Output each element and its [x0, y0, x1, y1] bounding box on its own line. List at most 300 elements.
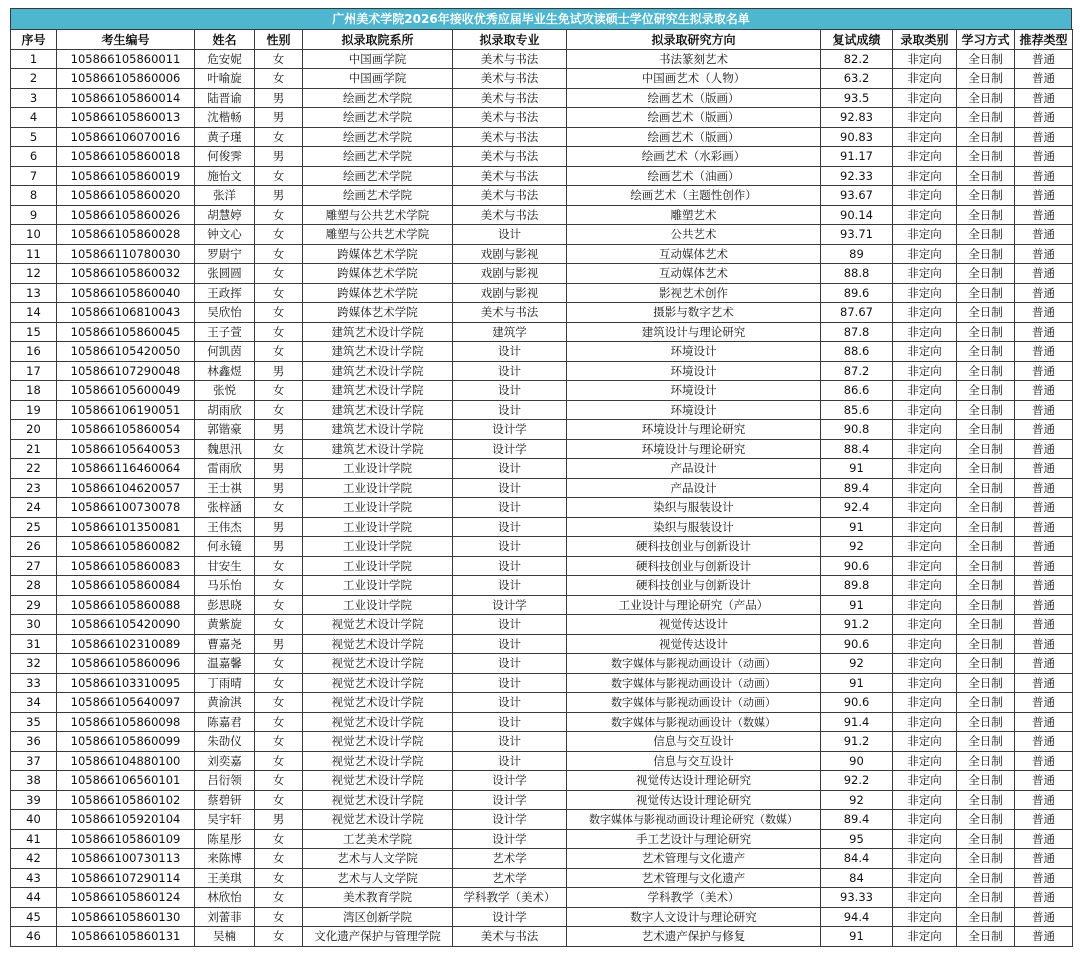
cell-study-mode: 全日制: [957, 205, 1015, 225]
cell-exam-id: 105866105920104: [57, 810, 195, 830]
cell-school: 建筑艺术设计学院: [303, 420, 453, 440]
cell-school: 视觉艺术设计学院: [303, 673, 453, 693]
cell-school: 工业设计学院: [303, 537, 453, 557]
table-row: [11, 712, 1073, 732]
cell-direction: 互动媒体艺术: [567, 244, 821, 264]
cell-exam-id: 105866105860098: [57, 712, 195, 732]
cell-study-mode: 全日制: [957, 342, 1015, 362]
cell-score: 92: [821, 654, 893, 674]
cell-gender: 女: [255, 381, 303, 401]
cell-study-mode: 全日制: [957, 751, 1015, 771]
cell-score: 91: [821, 517, 893, 537]
cell-direction: 环境设计: [567, 361, 821, 381]
cell-major: 设计: [453, 576, 567, 596]
cell-index: 4: [11, 108, 57, 128]
cell-gender: 女: [255, 342, 303, 362]
cell-major: 设计: [453, 634, 567, 654]
cell-recommend-type: 普通: [1015, 166, 1073, 186]
cell-score: 92.4: [821, 498, 893, 518]
table-row: [11, 166, 1073, 186]
cell-major: 设计: [453, 654, 567, 674]
cell-index: 36: [11, 732, 57, 752]
cell-name: 魏思汛: [195, 439, 255, 459]
cell-index: 37: [11, 751, 57, 771]
cell-category: 非定向: [893, 49, 957, 69]
cell-gender: 女: [255, 693, 303, 713]
cell-score: 87.2: [821, 361, 893, 381]
cell-index: 12: [11, 264, 57, 284]
cell-direction: 环境设计: [567, 400, 821, 420]
cell-major: 设计: [453, 225, 567, 245]
cell-direction: 绘画艺术（版画）: [567, 108, 821, 128]
cell-score: 92: [821, 537, 893, 557]
cell-direction: 产品设计: [567, 459, 821, 479]
cell-exam-id: 105866105860082: [57, 537, 195, 557]
cell-index: 14: [11, 303, 57, 323]
cell-name: 吕衍领: [195, 771, 255, 791]
table-row: [11, 654, 1073, 674]
cell-exam-id: 105866105860084: [57, 576, 195, 596]
cell-score: 93.5: [821, 88, 893, 108]
cell-name: 危安妮: [195, 49, 255, 69]
cell-gender: 男: [255, 88, 303, 108]
cell-study-mode: 全日制: [957, 264, 1015, 284]
cell-exam-id: 105866106560101: [57, 771, 195, 791]
cell-gender: 女: [255, 556, 303, 576]
cell-study-mode: 全日制: [957, 283, 1015, 303]
cell-direction: 数字媒体与影视动画设计理论研究（数媒）: [567, 810, 821, 830]
table-row: [11, 556, 1073, 576]
table-row: [11, 673, 1073, 693]
cell-study-mode: 全日制: [957, 166, 1015, 186]
cell-school: 建筑艺术设计学院: [303, 439, 453, 459]
cell-name: 张梓涵: [195, 498, 255, 518]
cell-category: 非定向: [893, 322, 957, 342]
cell-school: 绘画艺术学院: [303, 147, 453, 167]
cell-recommend-type: 普通: [1015, 790, 1073, 810]
cell-recommend-type: 普通: [1015, 927, 1073, 947]
cell-name: 来陈博: [195, 849, 255, 869]
cell-exam-id: 105866105860019: [57, 166, 195, 186]
table-row: [11, 303, 1073, 323]
cell-major: 建筑学: [453, 322, 567, 342]
cell-school: 视觉艺术设计学院: [303, 790, 453, 810]
table-row: [11, 888, 1073, 908]
cell-name: 丁雨晴: [195, 673, 255, 693]
cell-index: 38: [11, 771, 57, 791]
cell-major: 设计学: [453, 810, 567, 830]
cell-score: 92.2: [821, 771, 893, 791]
cell-direction: 艺术遗产保护与修复: [567, 927, 821, 947]
cell-score: 90.6: [821, 556, 893, 576]
cell-study-mode: 全日制: [957, 634, 1015, 654]
cell-exam-id: 105866105860124: [57, 888, 195, 908]
cell-name: 何俊霁: [195, 147, 255, 167]
cell-name: 吴楠: [195, 927, 255, 947]
table-row: [11, 244, 1073, 264]
cell-index: 46: [11, 927, 57, 947]
cell-exam-id: 105866103310095: [57, 673, 195, 693]
cell-recommend-type: 普通: [1015, 400, 1073, 420]
cell-gender: 女: [255, 439, 303, 459]
cell-score: 91: [821, 673, 893, 693]
cell-score: 92.83: [821, 108, 893, 128]
cell-study-mode: 全日制: [957, 771, 1015, 791]
cell-index: 7: [11, 166, 57, 186]
cell-gender: 女: [255, 615, 303, 635]
cell-score: 84: [821, 868, 893, 888]
cell-study-mode: 全日制: [957, 361, 1015, 381]
cell-score: 89.6: [821, 283, 893, 303]
cell-school: 文化遗产保护与管理学院: [303, 927, 453, 947]
cell-index: 42: [11, 849, 57, 869]
cell-score: 90.6: [821, 693, 893, 713]
cell-study-mode: 全日制: [957, 459, 1015, 479]
cell-name: 罗尉宁: [195, 244, 255, 264]
cell-major: 设计学: [453, 829, 567, 849]
cell-category: 非定向: [893, 849, 957, 869]
cell-index: 44: [11, 888, 57, 908]
cell-study-mode: 全日制: [957, 400, 1015, 420]
cell-study-mode: 全日制: [957, 108, 1015, 128]
cell-school: 跨媒体艺术学院: [303, 303, 453, 323]
cell-score: 91: [821, 459, 893, 479]
cell-school: 工业设计学院: [303, 517, 453, 537]
cell-gender: 男: [255, 517, 303, 537]
cell-index: 23: [11, 478, 57, 498]
cell-score: 92: [821, 790, 893, 810]
cell-exam-id: 105866106070016: [57, 127, 195, 147]
cell-index: 28: [11, 576, 57, 596]
cell-category: 非定向: [893, 693, 957, 713]
header-row: [11, 30, 1073, 50]
cell-study-mode: 全日制: [957, 595, 1015, 615]
cell-name: 陆晋谕: [195, 88, 255, 108]
cell-school: 视觉艺术设计学院: [303, 654, 453, 674]
cell-score: 90.6: [821, 634, 893, 654]
cell-name: 吴宇轩: [195, 810, 255, 830]
cell-direction: 书法篆刻艺术: [567, 49, 821, 69]
table-row: [11, 634, 1073, 654]
cell-school: 视觉艺术设计学院: [303, 771, 453, 791]
cell-school: 建筑艺术设计学院: [303, 400, 453, 420]
cell-study-mode: 全日制: [957, 381, 1015, 401]
cell-study-mode: 全日制: [957, 927, 1015, 947]
cell-direction: 艺术管理与文化遗产: [567, 849, 821, 869]
cell-direction: 公共艺术: [567, 225, 821, 245]
cell-study-mode: 全日制: [957, 498, 1015, 518]
cell-gender: 女: [255, 303, 303, 323]
table-row: [11, 108, 1073, 128]
table-row: [11, 732, 1073, 752]
col-header-name: 姓名: [195, 30, 255, 50]
cell-direction: 硬科技创业与创新设计: [567, 576, 821, 596]
cell-score: 87.67: [821, 303, 893, 323]
cell-direction: 学科教学（美术）: [567, 888, 821, 908]
table-body: [11, 49, 1073, 946]
cell-recommend-type: 普通: [1015, 459, 1073, 479]
cell-index: 5: [11, 127, 57, 147]
cell-index: 11: [11, 244, 57, 264]
cell-direction: 数字人文设计与理论研究: [567, 907, 821, 927]
cell-score: 87.8: [821, 322, 893, 342]
cell-index: 31: [11, 634, 57, 654]
cell-school: 跨媒体艺术学院: [303, 283, 453, 303]
cell-name: 甘安生: [195, 556, 255, 576]
cell-school: 工业设计学院: [303, 595, 453, 615]
cell-index: 15: [11, 322, 57, 342]
cell-recommend-type: 普通: [1015, 205, 1073, 225]
cell-index: 17: [11, 361, 57, 381]
cell-category: 非定向: [893, 517, 957, 537]
cell-index: 39: [11, 790, 57, 810]
cell-gender: 女: [255, 790, 303, 810]
cell-exam-id: 105866106810043: [57, 303, 195, 323]
cell-name: 温嘉馨: [195, 654, 255, 674]
table-row: [11, 868, 1073, 888]
cell-index: 29: [11, 595, 57, 615]
cell-score: 91.4: [821, 712, 893, 732]
cell-gender: 男: [255, 147, 303, 167]
cell-name: 何凯茵: [195, 342, 255, 362]
cell-index: 35: [11, 712, 57, 732]
cell-recommend-type: 普通: [1015, 69, 1073, 89]
cell-gender: 男: [255, 478, 303, 498]
cell-major: 美术与书法: [453, 186, 567, 206]
cell-major: 美术与书法: [453, 108, 567, 128]
cell-exam-id: 105866105860099: [57, 732, 195, 752]
cell-score: 85.6: [821, 400, 893, 420]
cell-score: 93.71: [821, 225, 893, 245]
cell-gender: 女: [255, 244, 303, 264]
cell-direction: 雕塑艺术: [567, 205, 821, 225]
cell-exam-id: 105866105860040: [57, 283, 195, 303]
cell-exam-id: 105866105860130: [57, 907, 195, 927]
cell-exam-id: 105866110780030: [57, 244, 195, 264]
cell-direction: 信息与交互设计: [567, 751, 821, 771]
table-row: [11, 810, 1073, 830]
col-header-gender: 性别: [255, 30, 303, 50]
cell-study-mode: 全日制: [957, 693, 1015, 713]
cell-category: 非定向: [893, 868, 957, 888]
cell-school: 跨媒体艺术学院: [303, 244, 453, 264]
cell-major: 设计: [453, 556, 567, 576]
cell-gender: 女: [255, 888, 303, 908]
table-row: [11, 69, 1073, 89]
cell-major: 美术与书法: [453, 205, 567, 225]
cell-direction: 环境设计与理论研究: [567, 439, 821, 459]
cell-category: 非定向: [893, 186, 957, 206]
cell-major: 设计学: [453, 771, 567, 791]
cell-name: 林鑫煜: [195, 361, 255, 381]
table-row: [11, 829, 1073, 849]
cell-major: 设计学: [453, 595, 567, 615]
cell-score: 84.4: [821, 849, 893, 869]
cell-direction: 摄影与数字艺术: [567, 303, 821, 323]
cell-school: 工业设计学院: [303, 576, 453, 596]
cell-category: 非定向: [893, 127, 957, 147]
cell-exam-id: 105866105860006: [57, 69, 195, 89]
cell-name: 何永镜: [195, 537, 255, 557]
cell-gender: 女: [255, 732, 303, 752]
cell-name: 张洋: [195, 186, 255, 206]
cell-school: 中国画学院: [303, 69, 453, 89]
cell-category: 非定向: [893, 634, 957, 654]
cell-major: 戏剧与影视: [453, 283, 567, 303]
cell-recommend-type: 普通: [1015, 88, 1073, 108]
table-row: [11, 693, 1073, 713]
cell-direction: 数字媒体与影视动画设计（动画）: [567, 693, 821, 713]
cell-major: 设计: [453, 478, 567, 498]
cell-school: 工业设计学院: [303, 556, 453, 576]
cell-recommend-type: 普通: [1015, 712, 1073, 732]
cell-exam-id: 105866105860083: [57, 556, 195, 576]
cell-gender: 男: [255, 634, 303, 654]
cell-name: 彭思晓: [195, 595, 255, 615]
cell-exam-id: 105866107290048: [57, 361, 195, 381]
cell-school: 建筑艺术设计学院: [303, 381, 453, 401]
cell-major: 设计: [453, 693, 567, 713]
table-row: [11, 498, 1073, 518]
cell-school: 视觉艺术设计学院: [303, 732, 453, 752]
cell-category: 非定向: [893, 361, 957, 381]
cell-category: 非定向: [893, 927, 957, 947]
cell-recommend-type: 普通: [1015, 361, 1073, 381]
cell-index: 22: [11, 459, 57, 479]
table-row: [11, 205, 1073, 225]
cell-gender: 女: [255, 264, 303, 284]
cell-major: 设计学: [453, 907, 567, 927]
cell-gender: 女: [255, 225, 303, 245]
cell-name: 马乐怡: [195, 576, 255, 596]
cell-school: 绘画艺术学院: [303, 127, 453, 147]
cell-index: 30: [11, 615, 57, 635]
table-row: [11, 537, 1073, 557]
cell-direction: 绘画艺术（版画）: [567, 127, 821, 147]
cell-score: 91.2: [821, 615, 893, 635]
cell-gender: 女: [255, 166, 303, 186]
cell-school: 视觉艺术设计学院: [303, 693, 453, 713]
cell-category: 非定向: [893, 810, 957, 830]
cell-category: 非定向: [893, 478, 957, 498]
table-row: [11, 751, 1073, 771]
cell-name: 沈楷畅: [195, 108, 255, 128]
cell-category: 非定向: [893, 771, 957, 791]
cell-recommend-type: 普通: [1015, 576, 1073, 596]
cell-school: 湾区创新学院: [303, 907, 453, 927]
cell-exam-id: 105866105420050: [57, 342, 195, 362]
cell-name: 刘蕾菲: [195, 907, 255, 927]
cell-index: 13: [11, 283, 57, 303]
cell-gender: 男: [255, 108, 303, 128]
cell-direction: 视觉传达设计: [567, 615, 821, 635]
cell-school: 建筑艺术设计学院: [303, 322, 453, 342]
cell-gender: 女: [255, 595, 303, 615]
cell-score: 86.6: [821, 381, 893, 401]
cell-recommend-type: 普通: [1015, 147, 1073, 167]
cell-direction: 绘画艺术（水彩画）: [567, 147, 821, 167]
cell-index: 20: [11, 420, 57, 440]
table-row: [11, 283, 1073, 303]
cell-major: 设计: [453, 498, 567, 518]
cell-major: 美术与书法: [453, 303, 567, 323]
cell-recommend-type: 普通: [1015, 303, 1073, 323]
cell-recommend-type: 普通: [1015, 673, 1073, 693]
cell-direction: 视觉传达设计: [567, 634, 821, 654]
cell-gender: 女: [255, 322, 303, 342]
cell-score: 94.4: [821, 907, 893, 927]
table-row: [11, 790, 1073, 810]
cell-study-mode: 全日制: [957, 69, 1015, 89]
table-row: [11, 225, 1073, 245]
admission-table: [10, 29, 1073, 947]
cell-score: 91: [821, 927, 893, 947]
cell-study-mode: 全日制: [957, 225, 1015, 245]
cell-study-mode: 全日制: [957, 186, 1015, 206]
cell-category: 非定向: [893, 829, 957, 849]
cell-score: 90.8: [821, 420, 893, 440]
cell-index: 45: [11, 907, 57, 927]
cell-index: 8: [11, 186, 57, 206]
cell-category: 非定向: [893, 264, 957, 284]
cell-study-mode: 全日制: [957, 673, 1015, 693]
table-row: [11, 849, 1073, 869]
cell-direction: 硬科技创业与创新设计: [567, 556, 821, 576]
cell-gender: 女: [255, 576, 303, 596]
cell-direction: 视觉传达设计理论研究: [567, 771, 821, 791]
cell-school: 艺术与人文学院: [303, 849, 453, 869]
admission-sheet: [10, 8, 1072, 947]
cell-gender: 女: [255, 751, 303, 771]
cell-name: 陈星彤: [195, 829, 255, 849]
sheet-title: 广州美术学院2026年接收优秀应届毕业生免试攻读硕士学位研究生拟录取名单: [10, 8, 1072, 29]
cell-gender: 男: [255, 459, 303, 479]
cell-recommend-type: 普通: [1015, 127, 1073, 147]
table-row: [11, 322, 1073, 342]
cell-direction: 数字媒体与影视动画设计（动画）: [567, 673, 821, 693]
cell-index: 21: [11, 439, 57, 459]
cell-name: 王美琪: [195, 868, 255, 888]
cell-study-mode: 全日制: [957, 147, 1015, 167]
cell-score: 92.33: [821, 166, 893, 186]
cell-score: 91.2: [821, 732, 893, 752]
cell-study-mode: 全日制: [957, 127, 1015, 147]
cell-recommend-type: 普通: [1015, 498, 1073, 518]
cell-gender: 女: [255, 673, 303, 693]
table-row: [11, 420, 1073, 440]
cell-category: 非定向: [893, 400, 957, 420]
table-row: [11, 517, 1073, 537]
cell-gender: 男: [255, 537, 303, 557]
cell-study-mode: 全日制: [957, 654, 1015, 674]
cell-direction: 绘画艺术（主题性创作）: [567, 186, 821, 206]
cell-exam-id: 105866105860045: [57, 322, 195, 342]
cell-study-mode: 全日制: [957, 790, 1015, 810]
cell-study-mode: 全日制: [957, 829, 1015, 849]
cell-direction: 中国画艺术（人物）: [567, 69, 821, 89]
cell-direction: 影视艺术创作: [567, 283, 821, 303]
cell-school: 工业设计学院: [303, 478, 453, 498]
cell-recommend-type: 普通: [1015, 654, 1073, 674]
cell-category: 非定向: [893, 166, 957, 186]
cell-gender: 女: [255, 205, 303, 225]
cell-exam-id: 105866105420090: [57, 615, 195, 635]
cell-score: 90.14: [821, 205, 893, 225]
cell-major: 设计: [453, 381, 567, 401]
cell-school: 跨媒体艺术学院: [303, 264, 453, 284]
cell-recommend-type: 普通: [1015, 829, 1073, 849]
cell-category: 非定向: [893, 732, 957, 752]
